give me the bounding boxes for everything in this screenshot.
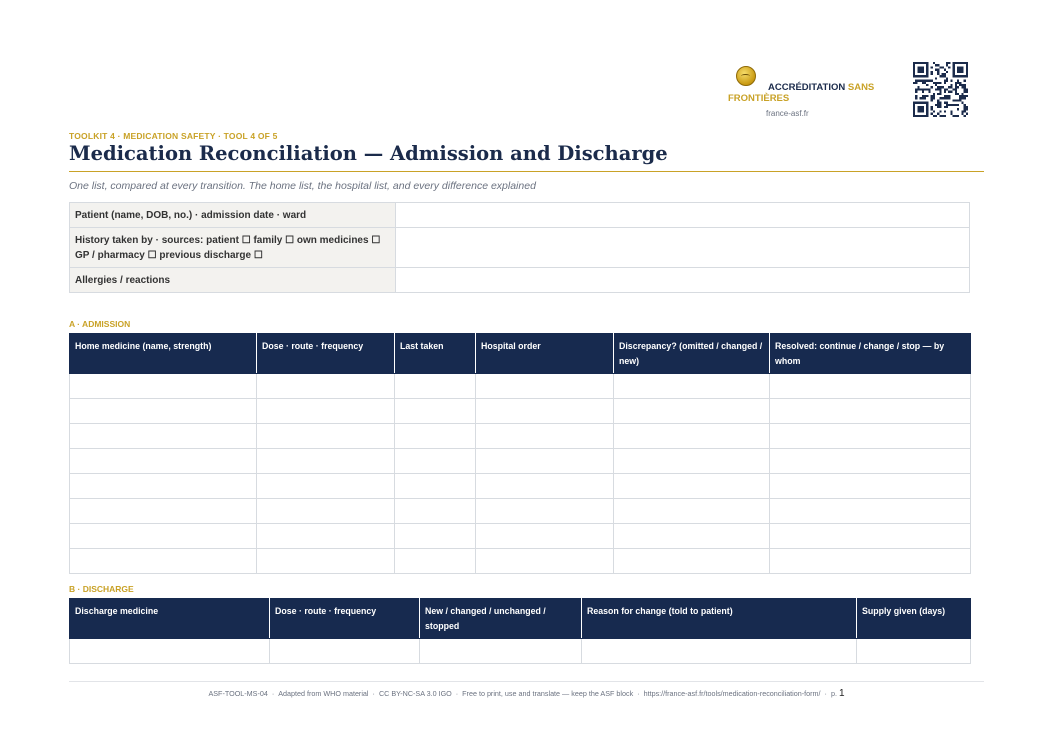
footer-usage: Free to print, use and translate — keep the ASF block <box>462 689 634 698</box>
table-cell-field[interactable] <box>476 424 614 449</box>
brand-name: ACCRÉDITATION SANS FRONTIÈRES <box>728 82 875 104</box>
column-header: Discrepancy? (omitted / changed / new) <box>614 334 770 374</box>
info-value-field[interactable] <box>396 228 970 268</box>
table-cell-field[interactable] <box>395 399 476 424</box>
column-header: Hospital order <box>476 334 614 374</box>
table-cell-field[interactable] <box>770 399 971 424</box>
table-cell-field[interactable] <box>770 499 971 524</box>
page-title: Medication Reconciliation — Admission and Discharge <box>69 142 668 165</box>
info-row <box>70 268 970 293</box>
table-cell-field[interactable] <box>614 399 770 424</box>
table-cell-field[interactable] <box>70 524 257 549</box>
table-cell-field[interactable] <box>70 399 257 424</box>
table-cell-field[interactable] <box>70 374 257 399</box>
table-cell-field[interactable] <box>614 424 770 449</box>
table-cell-field[interactable] <box>70 474 257 499</box>
footer-doc-id: ASF-TOOL-MS-04 <box>208 689 268 698</box>
info-value-field[interactable] <box>396 203 970 228</box>
column-header: Last taken <box>395 334 476 374</box>
table-cell-field[interactable] <box>257 374 395 399</box>
column-header: Reason for change (told to patient) <box>582 599 857 639</box>
table-row <box>70 474 971 499</box>
info-row <box>70 228 970 268</box>
table-cell-field[interactable] <box>770 524 971 549</box>
page-subtitle: One list, compared at every transition. The home list, the hospital list, and every difference explained <box>69 180 536 192</box>
table-cell-field[interactable] <box>770 549 971 574</box>
table-cell-field[interactable] <box>476 399 614 424</box>
table-row <box>70 499 971 524</box>
table-cell-field[interactable] <box>257 474 395 499</box>
column-header: Dose · route · frequency <box>270 599 420 639</box>
table-cell-field[interactable] <box>395 524 476 549</box>
patient-info-table <box>69 202 970 293</box>
table-cell-field[interactable] <box>395 499 476 524</box>
admission-header-row <box>70 334 971 374</box>
section-discharge-label: B · DISCHARGE <box>69 584 134 594</box>
table-cell-field[interactable] <box>257 549 395 574</box>
admission-table <box>69 333 971 574</box>
table-row <box>70 549 971 574</box>
table-cell-field[interactable] <box>614 449 770 474</box>
table-cell-field[interactable] <box>270 639 420 664</box>
table-cell-field[interactable] <box>614 499 770 524</box>
table-cell-field[interactable] <box>614 549 770 574</box>
table-cell-field[interactable] <box>476 499 614 524</box>
footer-divider <box>69 681 984 682</box>
table-cell-field[interactable] <box>770 424 971 449</box>
page-footer: ASF-TOOL-MS-04 · Adapted from WHO material · CC BY-NC-SA 3.0 IGO · Free to print, use and translate — keep the ASF block · https://france-asf.fr/tools/medication-reconciliation-form/ · p. 1 <box>208 688 845 699</box>
discharge-table <box>69 598 971 664</box>
table-cell-field[interactable] <box>257 424 395 449</box>
table-cell-field[interactable] <box>476 449 614 474</box>
column-header: Resolved: continue / change / stop — by whom <box>770 334 971 374</box>
table-cell-field[interactable] <box>857 639 971 664</box>
footer-page-prefix: p. <box>830 689 837 698</box>
table-cell-field[interactable] <box>395 424 476 449</box>
table-cell-field[interactable] <box>70 449 257 474</box>
table-cell-field[interactable] <box>476 549 614 574</box>
table-cell-field[interactable] <box>582 639 857 664</box>
section-admission-label: A · ADMISSION <box>69 319 131 329</box>
table-row <box>70 524 971 549</box>
table-cell-field[interactable] <box>395 449 476 474</box>
table-cell-field[interactable] <box>770 474 971 499</box>
footer-license: CC BY-NC-SA 3.0 IGO <box>378 689 452 698</box>
column-header: Dose · route · frequency <box>257 334 395 374</box>
table-cell-field[interactable] <box>395 549 476 574</box>
footer-link[interactable]: https://france-asf.fr/tools/medication-reconciliation-form/ <box>643 689 821 698</box>
table-cell-field[interactable] <box>614 474 770 499</box>
table-cell-field[interactable] <box>257 449 395 474</box>
table-cell-field[interactable] <box>257 524 395 549</box>
info-label: Allergies / reactions <box>70 268 396 293</box>
qr-code-icon <box>913 62 968 117</box>
table-row <box>70 399 971 424</box>
discharge-header-row <box>70 599 971 639</box>
footer-source: Adapted from WHO material <box>278 689 369 698</box>
info-label: History taken by · sources: patient ☐ family ☐ own medicines ☐ GP / pharmacy ☐ previous discharge ☐ <box>70 228 396 268</box>
column-header: Supply given (days) <box>857 599 971 639</box>
table-row <box>70 424 971 449</box>
column-header: Home medicine (name, strength) <box>70 334 257 374</box>
page-number: 1 <box>838 688 845 699</box>
table-cell-field[interactable] <box>770 449 971 474</box>
info-value-field[interactable] <box>396 268 970 293</box>
column-header: Discharge medicine <box>70 599 270 639</box>
table-cell-field[interactable] <box>476 374 614 399</box>
column-header: New / changed / unchanged / stopped <box>420 599 582 639</box>
table-cell-field[interactable] <box>257 499 395 524</box>
table-cell-field[interactable] <box>420 639 582 664</box>
table-cell-field[interactable] <box>70 499 257 524</box>
table-cell-field[interactable] <box>70 424 257 449</box>
table-cell-field[interactable] <box>476 524 614 549</box>
info-row <box>70 203 970 228</box>
table-cell-field[interactable] <box>70 549 257 574</box>
table-cell-field[interactable] <box>614 374 770 399</box>
table-cell-field[interactable] <box>257 399 395 424</box>
table-cell-field[interactable] <box>770 374 971 399</box>
table-row <box>70 374 971 399</box>
table-cell-field[interactable] <box>476 474 614 499</box>
table-cell-field[interactable] <box>395 474 476 499</box>
brand-url: france-asf.fr <box>766 109 809 118</box>
table-cell-field[interactable] <box>70 639 270 664</box>
table-row <box>70 639 971 664</box>
info-label: Patient (name, DOB, no.) · admission date · ward <box>70 203 396 228</box>
title-divider <box>69 171 984 172</box>
toolkit-kicker: TOOLKIT 4 · MEDICATION SAFETY · TOOL 4 OF 5 <box>69 131 278 141</box>
table-row <box>70 449 971 474</box>
table-cell-field[interactable] <box>395 374 476 399</box>
table-cell-field[interactable] <box>614 524 770 549</box>
